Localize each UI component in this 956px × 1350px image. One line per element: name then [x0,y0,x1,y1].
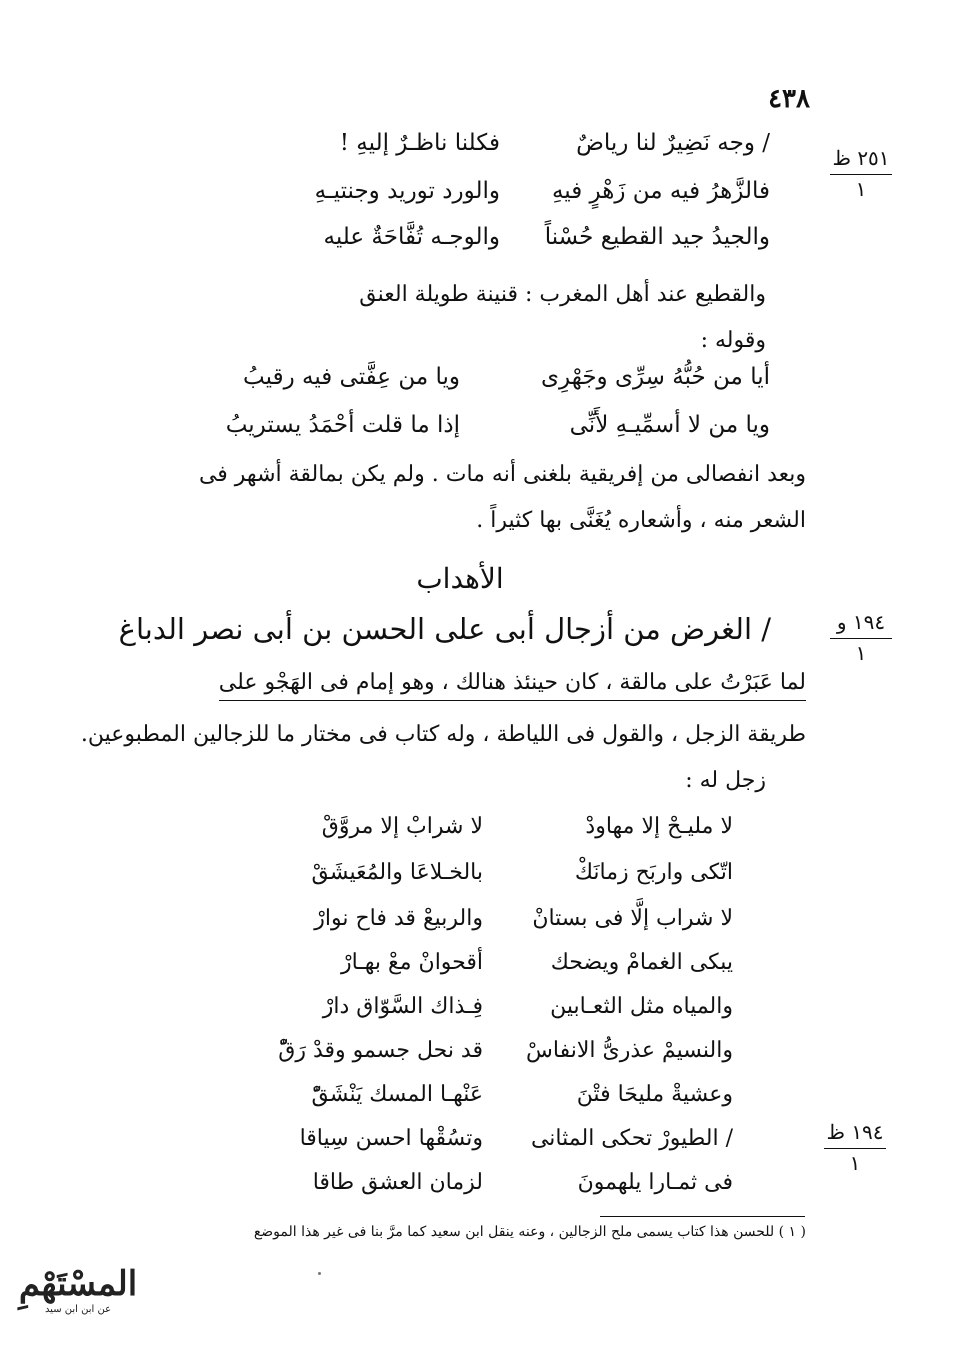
page-speck [318,1272,321,1275]
subheading: / الغرض من أزجال أبى على الحسن بن أبى نصر الدباغ [118,612,771,646]
verse-hemistich-first: أيا من حُبُّهُ سِرِّى وجَهْرِى [541,364,770,390]
margin-note-1 [826,146,896,201]
verse-line [200,180,770,203]
zajal-first: لا مليـحْ إلا مهاودْ [585,814,733,839]
verse-hemistich-first: والجيدُ جيد القطيع حُسْناً [544,224,770,250]
intro-line: زجل له : [685,768,766,793]
publisher-logo [8,1264,148,1315]
margin-rule [824,1148,886,1149]
zajal-first: يبكى الغمامْ ويضحك [550,950,733,975]
margin-note-2 [826,610,896,665]
intro-line: وقوله : [700,328,766,353]
zajal-line [198,862,733,884]
margin-note-3 [820,1120,890,1175]
margin-rule [830,174,892,175]
verse-hemistich-second: إذا ما قلت أحْمَدُ يستريبُ [225,412,460,438]
margin-ref: ٢٥١ ظ [832,146,890,170]
zajal-line [198,1172,733,1194]
page-number: ٤٣٨ [768,84,810,114]
zajal-second: لا شرابْ إلا مروَّقْ [321,814,483,839]
zajal-second: وتسُقْها احسن سِياقا [299,1126,483,1151]
verse-hemistich-second: والوجـه تُفَّاحَةٌ عليه [323,224,500,250]
zajal-second: فِـذاك السَّوّاق دارْ [322,994,483,1019]
prose-line: وبعد انفصالى من إفريقية بلغنى أنه مات . ولم يكن بمالقة أشهر فى [198,462,806,487]
margin-rule [830,638,892,639]
zajal-second: بالخـلاعَا والمُعَيشَقْ [311,860,483,885]
zajal-second: لزمان العشق طاقا [312,1170,483,1195]
zajal-first: لا شراب إلَّا فى بستانْ [532,906,733,931]
verse-line [200,132,770,155]
zajal-second: عَنْهـا المسك يَنْشَقّْ [311,1082,483,1107]
verse-hemistich-second: والورد توريد وجنتيـهِ [314,178,500,204]
zajal-line [198,816,733,838]
margin-num: ١ [855,641,867,665]
margin-num: ١ [855,177,867,201]
zajal-line [198,1040,733,1062]
verse-hemistich-first: / وجه نَضِيرٌ لنا رياضٌ [576,130,770,156]
verse-hemistich-second: ويا من عِفَّتى فيه رقيبُ [243,364,460,390]
zajal-first: / الطيورْ تحكى المثانى [530,1126,733,1151]
zajal-first: اتّكى واربَح زمانَكْ [574,860,733,885]
verse-line [160,414,770,437]
verse-line [200,226,770,249]
zajal-second: أقحوانْ معْ بهـارْ [341,950,483,975]
gloss-line: والقطيع عند أهل المغرب : قنينة طويلة العنق [359,282,766,307]
zajal-first: والمياه مثل الثعـابين [550,994,733,1019]
zajal-line [198,1084,733,1106]
zajal-line [198,952,733,974]
zajal-second: والربيعْ قد فاح نوارْ [314,906,483,931]
verse-line [160,366,770,389]
prose-line: الشعر منه ، وأشعاره يُغَنَّى بها كثيراً . [476,508,806,533]
zajal-second: قد نحل جسمو وقدْ رَقّْ [278,1038,483,1063]
verse-hemistich-second: فكلنا ناظـرٌ إليهِ ! [339,130,500,156]
logo-sub: عن ابن ابن سيد [44,1304,112,1315]
zajal-first: فى ثمـارا يلهمونَ [577,1170,733,1195]
prose-line-underlined: لما عَبَرْتُ على مالقة ، كان حينئذ هنالك ، وهو إمام فى الهَجْو على [219,670,806,701]
margin-ref: ١٩٤ ظ [826,1120,884,1144]
margin-num: ١ [849,1151,861,1175]
zajal-line [198,908,733,930]
zajal-first: والنسيمْ عذرىُّ الانفاسْ [526,1038,733,1063]
zajal-line [198,996,733,1018]
section-heading: الأهداب [416,562,504,595]
zajal-first: وعشيةْ مليحَا فتْنَ [576,1082,733,1107]
margin-ref: ١٩٤ و [836,610,886,634]
footnote: ( ١ ) للحسن هذا كتاب يسمى ملح الزجالين ، وعنه ينقل ابن سعيد كما مرَّ بنا فى غير هذا الموضع [253,1224,806,1240]
verse-hemistich-first: ويا من لا أسمِّيـهِ لأَنِّى [569,412,770,438]
verse-hemistich-first: فالزَّهرُ فيه من زَهْرٍ فيهِ [551,178,770,204]
zajal-line [198,1128,733,1150]
logo-main: المسْتَهْمِ [18,1264,138,1304]
prose-line: طريقة الزجل ، والقول فى اللياطة ، وله كتاب فى مختار ما للزجالين المطبوعين. [80,722,806,747]
footnote-rule [600,1216,805,1217]
